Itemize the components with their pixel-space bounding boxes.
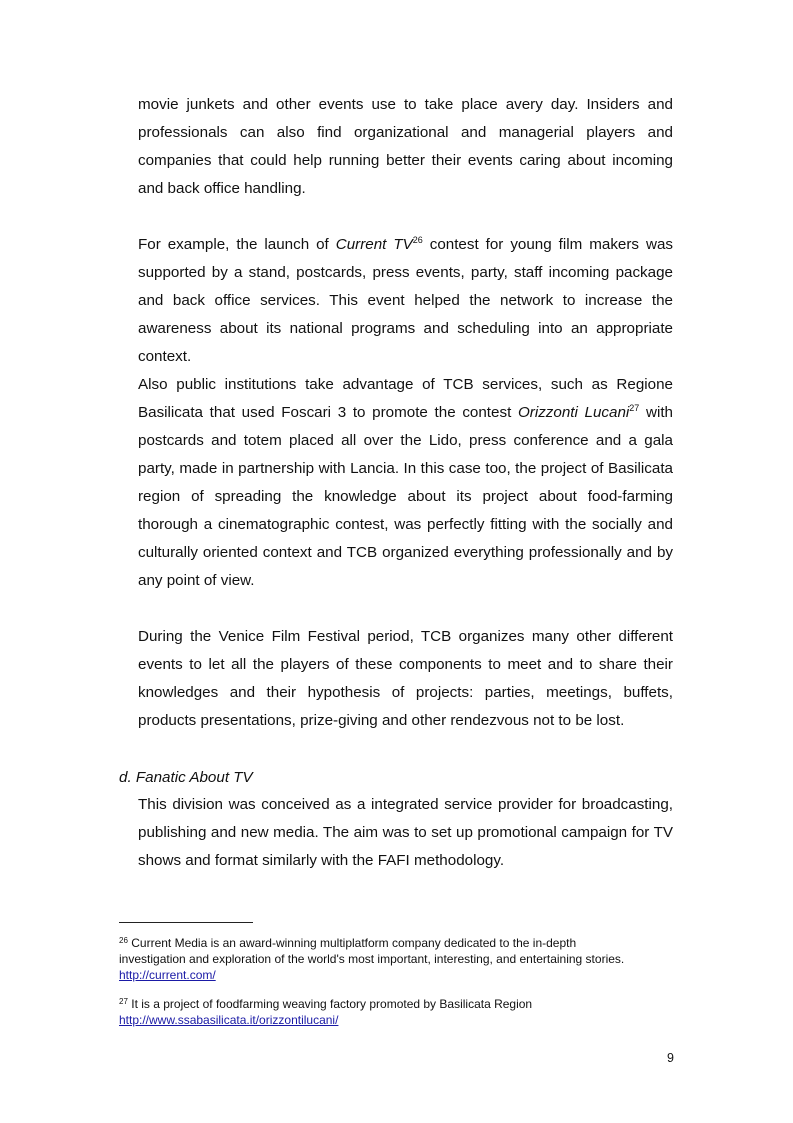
paragraph-fanatic-about-tv: This division was conceived as a integrated service provider for broadcasting, publishing and new media. The aim was to set up promotional campaign for TV shows and format similarly with the FAFI methodology. — [138, 796, 673, 869]
paragraph-public-institutions — [138, 371, 673, 595]
section-heading: d. Fanatic About TV — [119, 769, 253, 786]
paragraph-public-institutions-after: with postcards and totem placed all over the Lido, press conference and a gala party, made in partnership with Lancia. In this case too, the project of Basilicata region of spreading the knowledge about its project about food-farming thorough a cinematographic contest, was perfectly fitting with the socially and culturally oriented context and TCB organized everything professionally and by any point of view. — [138, 404, 673, 589]
paragraph-junkets: movie junkets and other events use to take place avery day. Insiders and professionals can also find organizational and managerial players and companies that could help running better their events caring about incoming and back office handling. — [138, 96, 673, 197]
footnote-ref-27[interactable]: 27 — [629, 403, 640, 413]
paragraph-venice-festival: During the Venice Film Festival period, TCB organizes many other different events to let all the players of these components to meet and to share their knowledges and their hypothesis of projects: parties, meetings, buffets, products presentations, prize-giving and other rendezvous not to be lost. — [138, 628, 673, 729]
footnote-27 — [119, 996, 639, 1028]
paragraph-public-institutions-before: Also public institutions take advantage of TCB services, such as Regione Basilicata that used Foscari 3 to promote the contest — [138, 376, 673, 421]
footnote-text-26: Current Media is an award-winning multiplatform company dedicated to the in-depth investigation and exploration of the world's most important, interesting, and entertaining stories. — [119, 936, 625, 966]
footnote-number-26: 26 — [119, 936, 128, 945]
footnote-text-27: It is a project of foodfarming weaving factory promoted by Basilicata Region — [127, 997, 533, 1011]
paragraph-current-tv-after: contest for young film makers was supported by a stand, postcards, press events, party, staff incoming package and back office services. This event helped the network to increase the awareness about its national programs and scheduling into an appropriate context. — [138, 236, 673, 365]
footnote-link-26[interactable]: http://current.com/ — [119, 968, 216, 982]
paragraph-current-tv-before: For example, the launch of — [138, 236, 336, 253]
paragraph-current-tv — [138, 231, 673, 371]
orizzonti-lucani-italic: Orizzonti Lucani — [517, 404, 630, 421]
footnote-26 — [119, 935, 639, 983]
footnote-ref-26[interactable]: 26 — [412, 235, 423, 245]
page-number: 9 — [667, 1051, 674, 1065]
footnote-separator — [119, 922, 253, 923]
footnote-link-27[interactable]: http://www.ssabasilicata.it/orizzontilucani/ — [119, 1013, 339, 1027]
footnote-number-27: 27 — [119, 997, 128, 1006]
current-tv-italic: Current TV — [335, 236, 413, 253]
